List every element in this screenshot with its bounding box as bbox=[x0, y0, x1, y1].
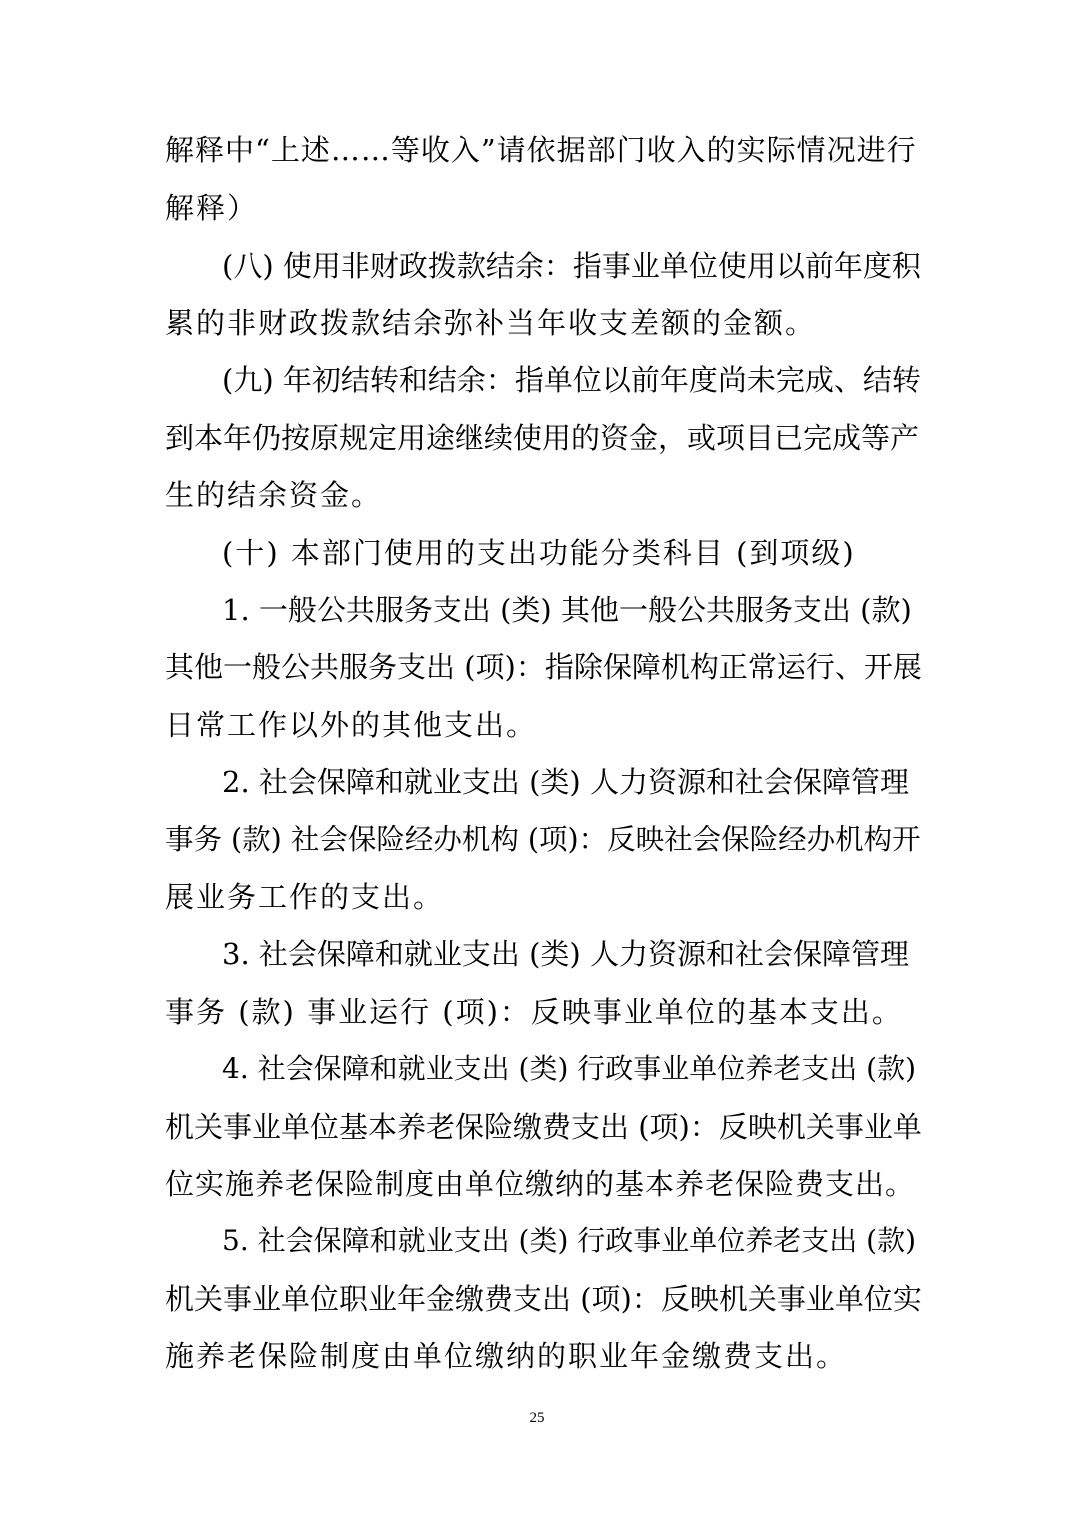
text-line: 施养老保险制度由单位缴纳的职业年金缴费支出。 bbox=[165, 1339, 848, 1373]
section-heading: (十) 本部门使用的支出功能分类科目 (到项级) bbox=[222, 536, 856, 570]
text-line: 4. 社会保障和就业支出 (类) 行政事业单位养老支出 (款) bbox=[222, 1052, 917, 1085]
text-line: 日常工作以外的其他支出。 bbox=[165, 708, 538, 742]
text-line: 2. 社会保障和就业支出 (类) 人力资源和社会保障管理 bbox=[222, 765, 909, 799]
text-line: 事务 (款) 社会保险经办机构 (项)：反映社会保险经办机构开 bbox=[165, 823, 921, 856]
text-line: 位实施养老保险制度由单位缴纳的基本养老保险费支出。 bbox=[165, 1167, 916, 1201]
text-line: 累的非财政拨款结余弥补当年收支差额的金额。 bbox=[165, 306, 817, 340]
text-line: 解释中“上述……等收入”请依据部门收入的实际情况进行 bbox=[165, 133, 917, 167]
text-line: (八) 使用非财政拨款结余：指事业单位使用以前年度积 bbox=[222, 249, 921, 283]
text-line: 到本年仍按原规定用途继续使用的资金，或项目已完成等产 bbox=[165, 421, 920, 455]
text-line: (九) 年初结转和结余：指单位以前年度尚未完成、结转 bbox=[222, 363, 921, 397]
text-line: 展业务工作的支出。 bbox=[165, 880, 445, 914]
text-line: 事务 (款) 事业运行 (项)：反映事业单位的基本支出。 bbox=[165, 995, 903, 1029]
text-line: 3. 社会保障和就业支出 (类) 人力资源和社会保障管理 bbox=[222, 937, 909, 971]
text-line: 其他一般公共服务支出 (项)：指除保障机构正常运行、开展 bbox=[165, 650, 922, 684]
text-line: 生的结余资金。 bbox=[165, 478, 383, 512]
text-line: 机关事业单位职业年金缴费支出 (项)：反映机关事业单位实 bbox=[165, 1282, 922, 1316]
page-number: 25 bbox=[529, 1410, 545, 1426]
text-line: 5. 社会保障和就业支出 (类) 行政事业单位养老支出 (款) bbox=[222, 1224, 917, 1257]
text-line: 1. 一般公共服务支出 (类) 其他一般公共服务支出 (款) bbox=[222, 593, 912, 627]
text-line: 解释） bbox=[165, 191, 259, 225]
text-line: 机关事业单位基本养老保险缴费支出 (项)：反映机关事业单 bbox=[165, 1110, 922, 1144]
